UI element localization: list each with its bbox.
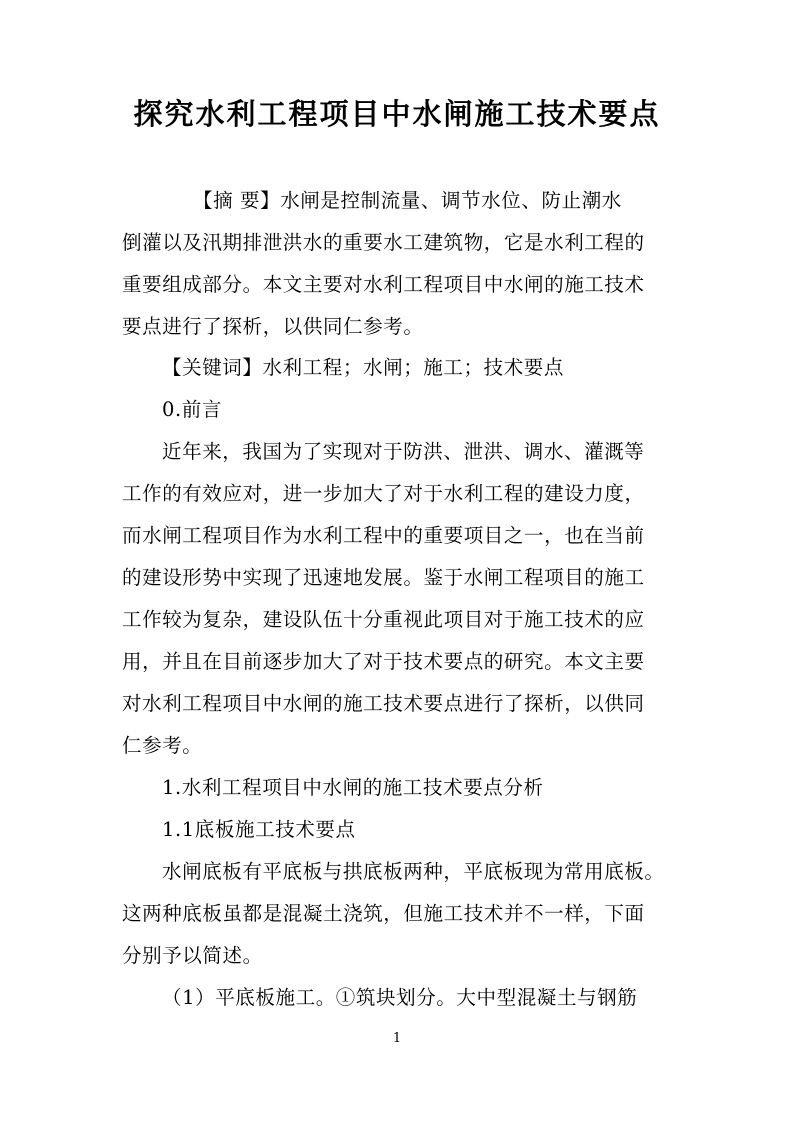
body-line: 水闸底板有平底板与拱底板两种，平底板现为常用底板。 <box>162 860 665 883</box>
body-line: 工作的有效应对，进一步加大了对于水利工程的建设力度， <box>122 482 645 505</box>
abstract-line: 倒灌以及汛期排泄洪水的重要水工建筑物，它是水利工程的 <box>122 231 645 254</box>
body-line: （1）平底板施工。①筑块划分。大中型混凝土与钢筋 <box>162 986 638 1009</box>
abstract-line: 重要组成部分。本文主要对水利工程项目中水闸的施工技术 <box>122 273 645 296</box>
body-line: 对水利工程项目中水闸的施工技术要点进行了探析，以供同 <box>122 692 645 715</box>
section-heading: 1.水利工程项目中水闸的施工技术要点分析 <box>162 776 544 799</box>
document-title: 探究水利工程项目中水闸施工技术要点 <box>133 97 661 131</box>
abstract-line: 要点进行了探析，以供同仁参考。 <box>122 315 424 338</box>
body-line: 工作较为复杂，建设队伍十分重视此项目对于施工技术的应 <box>122 608 645 631</box>
keywords-line: 【关键词】水利工程；水闸；施工；技术要点 <box>162 356 565 379</box>
body-line: 而水闸工程项目作为水利工程中的重要项目之一，也在当前 <box>122 524 645 547</box>
section-heading: 0.前言 <box>162 398 223 421</box>
body-line: 近年来，我国为了实现对于防洪、泄洪、调水、灌溉等 <box>162 440 645 463</box>
body-line: 这两种底板虽都是混凝土浇筑，但施工技术并不一样，下面 <box>122 902 645 925</box>
page-number: 1 <box>392 1031 402 1046</box>
body-line: 仁参考。 <box>122 734 203 757</box>
body-line: 分别予以简述。 <box>122 944 263 967</box>
body-line: 的建设形势中实现了迅速地发展。鉴于水闸工程项目的施工 <box>122 566 645 589</box>
subsection-heading: 1.1底板施工技术要点 <box>162 818 356 841</box>
body-line: 用，并且在目前逐步加大了对于技术要点的研究。本文主要 <box>122 650 645 673</box>
abstract-line: 【摘 要】水闸是控制流量、调节水位、防止潮水 <box>193 189 622 212</box>
